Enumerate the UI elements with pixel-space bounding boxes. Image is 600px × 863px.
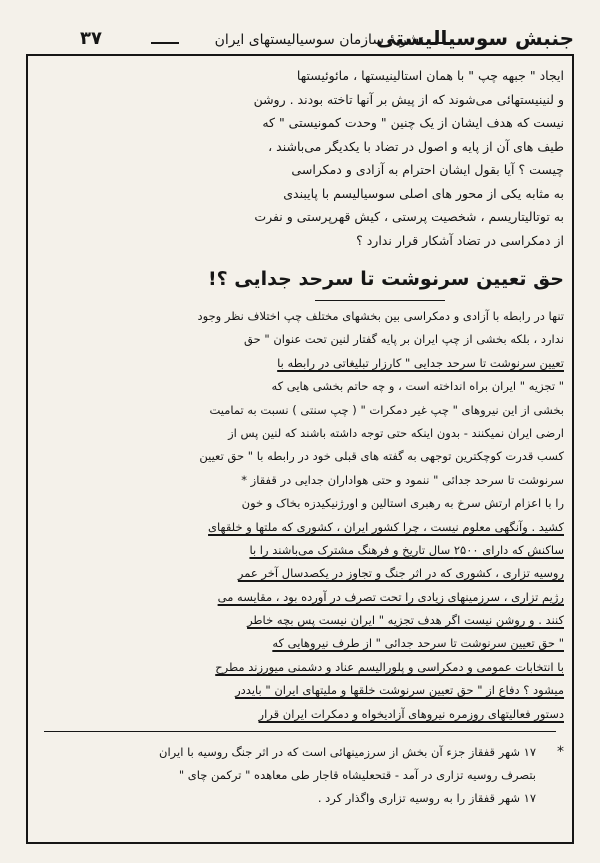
footnote-divider <box>44 731 556 732</box>
text-line: و لنینیستهائی می‌شوند که از پیش بر آنها تاخته بودند . روشن <box>253 91 564 107</box>
footnote-line <box>44 764 556 787</box>
journal-subtitle: نشریهٔ سازمان سوسیالیستهای ایران <box>214 32 424 48</box>
section-heading: حق تعیین سرنوشت تا سرحد جدایی ؟! <box>208 268 564 290</box>
text-line: با انتخابات عمومی و دمکراسی و پلورالیسم عناد و دشمنی میورزند مطرح <box>215 659 564 674</box>
text-line: کسب قدرت کوچکترین توجهی به گفته های قبلی خود در رابطه با " حق تعیین <box>199 449 564 464</box>
text-line: ساکنش که دارای ۲۵۰۰ سال تاریخ و فرهنگ مشترک می‌باشند را با <box>249 542 564 557</box>
masthead-rule <box>151 42 179 44</box>
journal-title: جنبش سوسیالیستی <box>376 26 574 50</box>
text-line: چیست ؟ آیا بقول ایشان احترام به آزادی و دمکراسی <box>291 162 564 177</box>
text-line: رژیم تزاری ، سرزمینهای زیادی را تحت تصرف در آورده بود ، مقایسه می <box>217 589 564 604</box>
text-line: کنند . و روشن نیست اگر هدف تجزیه " ایران نیست پس بچه خاطر <box>247 613 564 628</box>
text-line: سرنوشت تا سرحد جدائی " ننمود و حتی هواداران جدایی در قفقاز * <box>241 472 564 487</box>
text-line: میشود ؟ دفاع از " حق تعیین سرنوشت خلقها و ملیتهای ایران " بایددر <box>235 683 564 698</box>
text-line: به مثابه یکی از محور های اصلی سوسیالیسم با پایبندی <box>283 185 564 201</box>
footnote-text: ۱۷ شهر قفقاز جزء آن بخش از سرزمینهائی است که در اثر جنگ روسیه با ایران <box>159 745 536 759</box>
text-line: روسیه تزاری ، کشوری که در اثر جنگ و تجاوز در یکصدسال آخر عمر <box>237 566 564 581</box>
text-line: " حق تعیین سرنوشت تا سرحد جدائی " از طرف نیروهایی که <box>272 636 564 651</box>
footnote-line <box>44 787 556 810</box>
masthead-rule <box>426 42 454 44</box>
body-paragraph <box>44 305 564 726</box>
text-line: به توتالیتاریسم ، شخصیت پرستی ، کیش قهرپرستی و نفرت <box>254 209 564 224</box>
text-line: از دمکراسی در تضاد آشکار قرار ندارد ؟ <box>356 232 564 248</box>
text-line: ندارد ، بلکه بخشی از چپ ایران بر پایه گفتار لنین تحت عنوان " حق <box>244 332 564 347</box>
text-line: دستور فعالیتهای روزمره نیروهای آزادیخواه و دمکرات ایران قرار <box>258 706 564 721</box>
footnote-text: بتصرف روسیه تزاری در آمد - قتحعلیشاه قاجار طی معاهده " ترکمن چای " <box>178 768 536 782</box>
text-line: طیف های آن از پایه و اصول در تضاد با یکدیگر می‌باشند ، <box>268 138 564 154</box>
footnote-line <box>44 741 564 764</box>
text-line: نیست که هدف ایشان از یک چنین " وحدت کمونیستی " که <box>262 115 564 130</box>
intro-paragraph <box>44 64 564 252</box>
masthead <box>70 26 574 56</box>
text-line: را با اعزام ارتش سرخ به رهبری استالین و اورژنیکیدزه بخاک و خون <box>241 496 564 511</box>
page-number: ۳۷ <box>80 28 102 49</box>
text-line: ارضی ایران نمیکنند - بدون اینکه حتی توجه داشته باشند که لنین پس از <box>228 425 564 440</box>
text-line: ایجاد " جبهه چپ " با همان استالینیستها ، مائوئیستها <box>296 68 564 83</box>
text-line: تنها در رابطه با آزادی و دمکراسی بین بخشهای مختلف چپ اختلاف نظر وجود <box>197 309 564 323</box>
footnote-text: ۱۷ شهر قفقاز را به روسیه تزاری واگذار کرد . <box>317 791 536 805</box>
text-line: " تجزیه " ایران براه انداخته است ، و چه حاتم بخشی هایی که <box>271 379 564 394</box>
text-line: کشید . وآنگهی معلوم نیست ، چرا کشور ایران ، کشوری که ملتها و خلقهای <box>208 519 564 534</box>
text-line: تعیین سرنوشت تا سرحد جدایی " کارزار تبلیغاتی در رابطه با <box>277 355 564 370</box>
heading-underline <box>315 300 445 301</box>
footnote-marker: * <box>557 744 564 760</box>
footnotes <box>44 741 564 810</box>
text-line: بخشی از این نیروهای " چپ غیر دمکرات " ( چپ سنتی ) نسبت به تمامیت <box>209 402 564 417</box>
